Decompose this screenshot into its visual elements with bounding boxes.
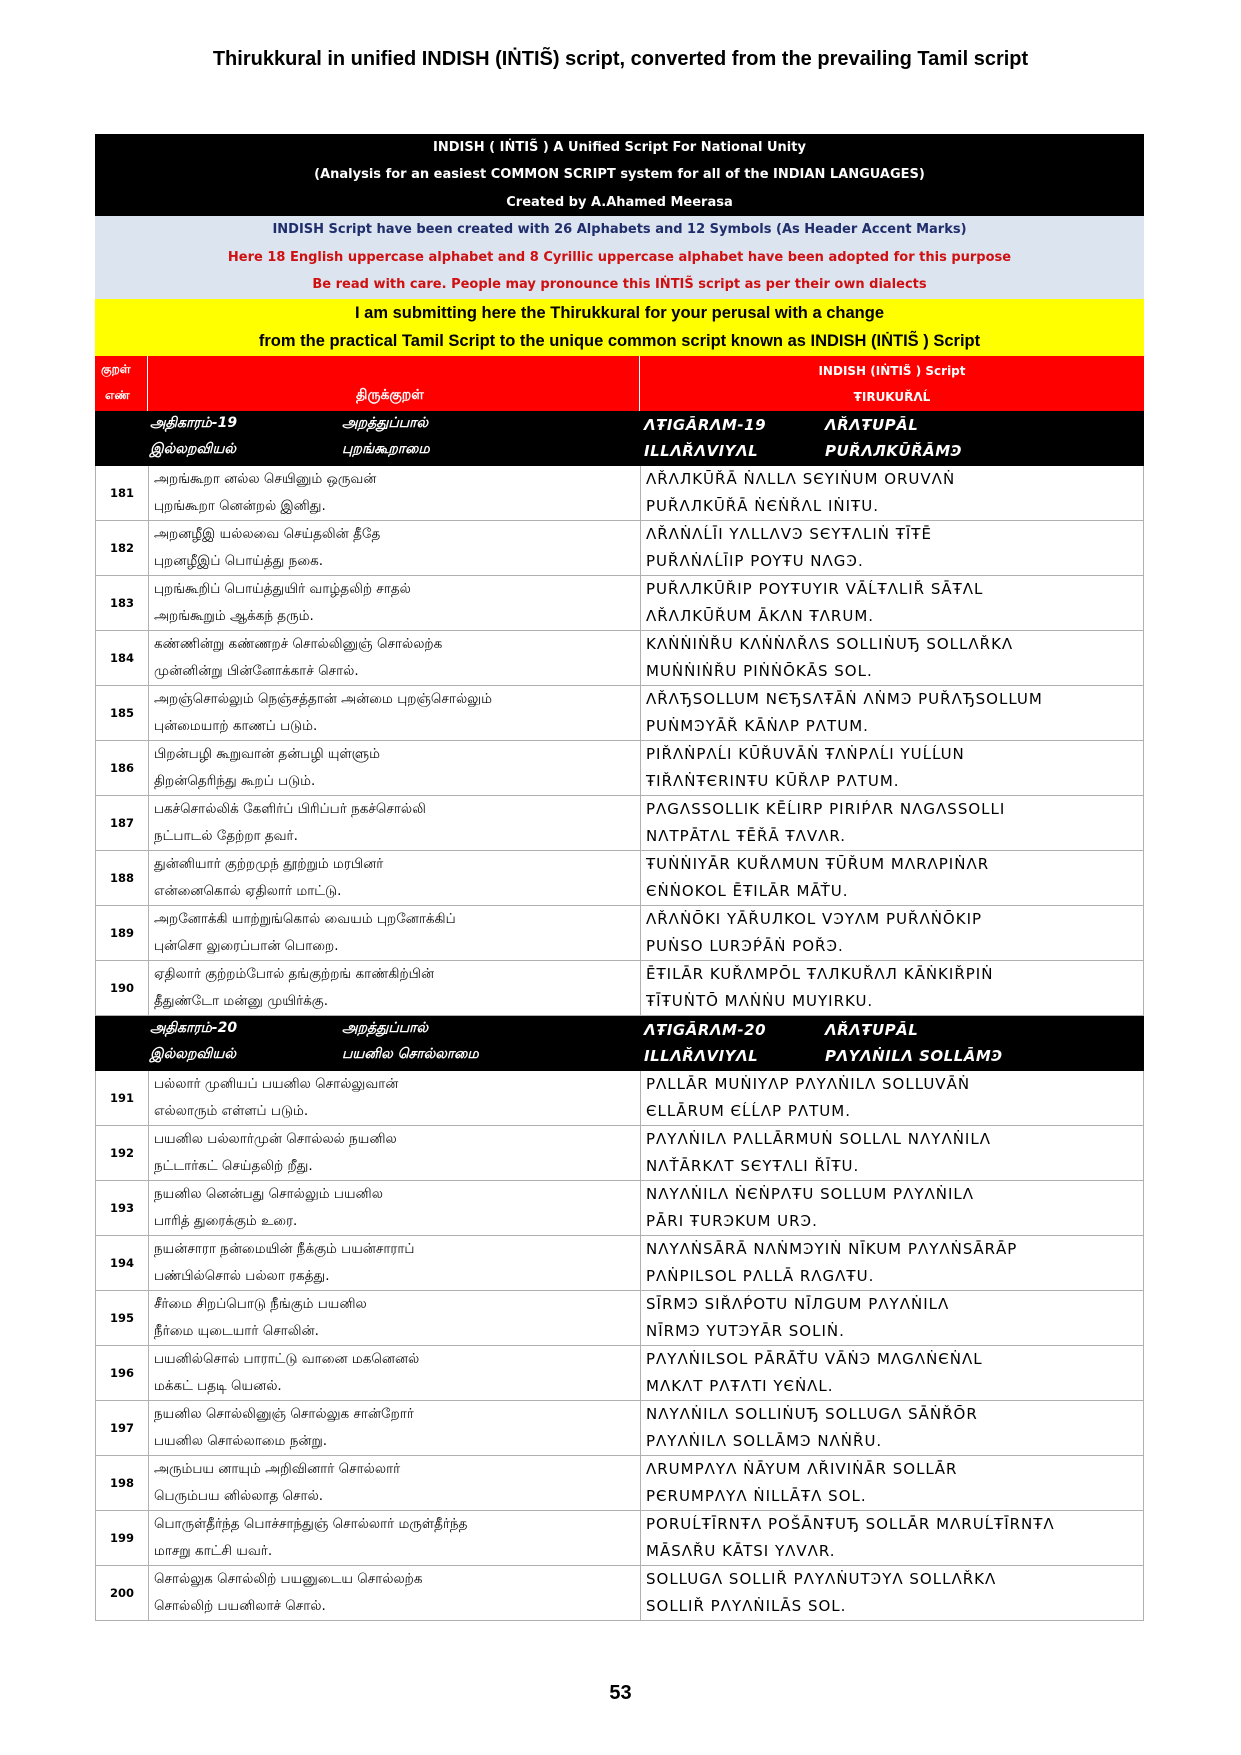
- kural-indish: [641, 631, 1143, 685]
- kural-tamil-line-1: துன்னியார் குற்றமுந் தூற்றும் மரபினர்: [154, 855, 384, 872]
- kural-number: 197: [96, 1401, 149, 1455]
- kural-tamil-line-2: புன்சொ லுரைப்பான் பொறை.: [154, 937, 339, 954]
- kural-tamil-line-2: முன்னின்று பின்னோக்காச் சொல்.: [154, 662, 359, 679]
- kural-tamil-line-1: சொல்லுக சொல்லிற் பயனுடைய சொல்லற்க: [154, 1570, 423, 1587]
- kural-tamil-line-2: மக்கட் பதடி யெனல்.: [154, 1377, 282, 1394]
- document-title: Thirukkural in unified INDISH (IṄTIS̃) script, converted from the prevailing Tamil script: [212, 48, 1029, 70]
- kural-number: 194: [96, 1236, 149, 1290]
- column-header-number: [95, 356, 148, 411]
- kural-tamil-line-2: தீதுண்டோ மன்னு முயிர்க்கு.: [154, 992, 329, 1009]
- kural-indish: [641, 1236, 1143, 1290]
- kural-row: [95, 741, 1144, 796]
- kural-row: [95, 1236, 1144, 1291]
- kural-indish: [641, 1511, 1143, 1565]
- kural-tamil-line-2: நட்பாடல் தேற்றா தவர்.: [154, 827, 298, 844]
- kural-indish-line-1: NΛYΛṄSĀRĀ NΛṄMϿYIṄ NĪKUM PΛYΛṄSĀRĀP: [646, 1239, 1018, 1258]
- kural-tamil-line-1: அறஞ்சொல்லும் நெஞ்சத்தான் அன்மை புறஞ்சொல்லும்: [154, 690, 492, 707]
- kural-tamil-line-2: பெரும்பய னில்லாத சொல்.: [154, 1487, 324, 1504]
- kural-indish-line-2: PΛYΛṄILΛ SOLLĀMϿ NΛṄŘU.: [646, 1431, 883, 1450]
- kural-indish-line-1: PΛYΛṄILΛ PΛLLĀRMUṄ SOLLΛL NΛYΛṄILΛ: [646, 1129, 991, 1148]
- kural-indish-line-1: ΛŘΛṄΛĹĪI YΛLLΛVϿ SЄYŦΛLIṄ ŦĪŦĒ: [646, 524, 932, 543]
- kural-indish: [641, 1181, 1143, 1235]
- kural-indish: [641, 1291, 1143, 1345]
- kural-indish-line-1: ΛŘΛṄŌKI YĀŘUЛKOL VϿYΛM PUŘΛṄŌKIP: [646, 909, 983, 928]
- kural-tamil-line-2: பாரித் துரைக்கும் உரை.: [154, 1212, 298, 1229]
- kural-number: 192: [96, 1126, 149, 1180]
- kural-indish-line-1: PΛLLĀR MUṄIYΛP PΛYΛṄILΛ SOLLUVĀṄ: [646, 1074, 971, 1093]
- kural-number: 191: [96, 1071, 149, 1125]
- kural-indish: [641, 466, 1143, 520]
- kural-tamil: [149, 1181, 641, 1235]
- kural-number: 200: [96, 1566, 149, 1620]
- kural-indish-line-2: NΛŤĀRKΛT SЄYŦΛLI ŘĪŦU.: [646, 1156, 860, 1175]
- kural-tamil-line-1: பகச்சொல்லிக் கேளிர்ப் பிரிப்பர் நகச்சொல்லி: [154, 800, 426, 817]
- kural-indish-line-1: NΛYΛṄILΛ SOLLIṄUЂ SOLLUGΛ SĀṄŘŌR: [646, 1404, 978, 1423]
- kural-tamil-line-1: பயனில்சொல் பாராட்டு வானை மகனெனல்: [154, 1350, 420, 1367]
- kural-tamil-line-1: பிறன்பழி கூறுவான் தன்பழி யுள்ளும்: [154, 745, 380, 762]
- submission-line-1: I am submitting here the Thirukkural for your perusal with a change: [354, 303, 884, 322]
- chapter-header-blank: [95, 1016, 147, 1071]
- kural-tamil: [149, 1236, 641, 1290]
- kural-number: 198: [96, 1456, 149, 1510]
- chapter-section-indish: ILLΛŘΛVIYΛL: [644, 441, 759, 460]
- kural-tamil: [149, 686, 641, 740]
- kural-number: 187: [96, 796, 149, 850]
- kural-tamil: [149, 521, 641, 575]
- kural-indish-line-2: PĀRI ŦURϿKUM URϿ.: [646, 1211, 818, 1230]
- chapter-header-tamil: [147, 1016, 638, 1071]
- kural-table: [95, 134, 1144, 1621]
- kural-indish: [641, 1566, 1143, 1620]
- column-header-indish-line1: INDISH (IṄTIS̃ ) Script: [818, 363, 966, 378]
- kural-tamil: [149, 796, 641, 850]
- kural-indish-line-1: ΛŘΛЂSOLLUM NЄЂSΛŦĀṄ ΛṄMϿ PUŘΛЂSOLLUM: [646, 689, 1043, 708]
- submission-line-2: from the practical Tamil Script to the unique common script known as INDISH (IṄTIS̃ ) Script: [258, 332, 981, 351]
- kural-indish-line-2: ŦĪŦUṄTŌ MΛṄṄU MUYIRKU.: [646, 991, 874, 1010]
- kural-number: 184: [96, 631, 149, 685]
- kural-number: 182: [96, 521, 149, 575]
- kural-indish-line-2: MΛKΛT PΛŦΛTI YЄṄΛL.: [646, 1376, 834, 1395]
- kural-indish-line-2: PUṄSO LURϿṔĀṄ POŘϿ.: [646, 936, 844, 955]
- kural-indish-line-1: PΛYΛṄILSOL PĀRĀŤU VĀṄϿ MΛGΛṄЄṄΛL: [646, 1349, 983, 1368]
- chapter-title-tamil: அதிகாரம்-20: [150, 1019, 238, 1036]
- kural-number: 185: [96, 686, 149, 740]
- kural-indish: [641, 1401, 1143, 1455]
- kural-tamil: [149, 851, 641, 905]
- kural-tamil: [149, 631, 641, 685]
- kural-indish: [641, 741, 1143, 795]
- kural-indish-line-1: SOLLUGΛ SOLLIŘ PΛYΛṄUTϿYΛ SOLLΛŘKΛ: [646, 1569, 997, 1588]
- kural-number: 188: [96, 851, 149, 905]
- kural-row: [95, 521, 1144, 576]
- kural-tamil-line-2: எல்லாரும் எள்ளப் படும்.: [154, 1102, 309, 1119]
- column-header-number-line2: எண்: [105, 387, 130, 402]
- kural-indish-line-2: MUṄṄIṄŘU PIṄṄŌKĀS SOL.: [646, 661, 873, 680]
- chapter-part-tamil: அறத்துப்பால்: [342, 1019, 429, 1036]
- kural-indish-line-1: SĪRMϿ SIŘΛṔOTU NĪЛGUM PΛYΛṄILΛ: [646, 1294, 950, 1313]
- kural-tamil-line-1: பல்லார் முனியப் பயனில சொல்லுவான்: [154, 1075, 399, 1092]
- kural-tamil-line-2: புறனழீஇப் பொய்த்து நகை.: [154, 552, 324, 569]
- kural-row: [95, 1511, 1144, 1566]
- submission-banner: [95, 299, 1144, 356]
- chapter-section-indish: ILLΛŘΛVIYΛL: [644, 1046, 759, 1065]
- kural-row: [95, 631, 1144, 686]
- kural-tamil-line-1: அறங்கூறா னல்ல செயினும் ஒருவன்: [154, 470, 377, 487]
- chapter-header-row: [95, 411, 1144, 466]
- chapter-header-blank: [95, 411, 147, 466]
- kural-number: 189: [96, 906, 149, 960]
- info-line-2: Here 18 English uppercase alphabet and 8 Cyrillic uppercase alphabet have been adopted for this purpose: [227, 249, 1012, 265]
- chapter-title-indish: ΛŦIGĀRΛM-19: [644, 415, 767, 434]
- kural-indish-line-2: ΛŘΛЛKŪŘUM ĀKΛN ŦΛRUM.: [646, 606, 875, 625]
- kural-tamil-line-1: அரும்பய னாயும் அறிவினார் சொல்லார்: [154, 1460, 401, 1477]
- kural-tamil: [149, 1456, 641, 1510]
- kural-indish-line-1: ĒŦILĀR KUŘΛMPŌL ŦΛЛKUŘΛЛ KĀṄKIŘPIṄ: [646, 964, 994, 983]
- kural-tamil: [149, 1511, 641, 1565]
- kural-row: [95, 1401, 1144, 1456]
- kural-tamil: [149, 741, 641, 795]
- kural-tamil-line-2: என்னைகொல் ஏதிலார் மாட்டு.: [154, 882, 342, 899]
- kural-tamil-line-2: சொல்லிற் பயனிலாச் சொல்.: [154, 1597, 326, 1614]
- kural-tamil-line-1: பயனில பல்லார்முன் சொல்லல் நயனில: [154, 1130, 397, 1147]
- kural-indish-line-1: PUŘΛЛKŪŘIP POYŦUYIR VĀĹŦΛLIŘ SĀŦΛL: [646, 579, 984, 598]
- kural-row: [95, 906, 1144, 961]
- kural-tamil-line-2: பண்பில்சொல் பல்லா ரகத்து.: [154, 1267, 330, 1284]
- kural-row: [95, 796, 1144, 851]
- kural-tamil-line-1: நயனில னென்பது சொல்லும் பயனில: [154, 1185, 383, 1202]
- kural-tamil-line-2: அறங்கூறும் ஆக்கந் தரும்.: [154, 607, 314, 624]
- column-header-tamil-label: திருக்குறள்: [356, 386, 424, 403]
- kural-tamil-line-2: பயனில சொல்லாமை நன்று.: [154, 1432, 328, 1449]
- kural-indish: [641, 961, 1143, 1015]
- chapter-header-indish: [638, 1016, 1144, 1071]
- kural-tamil-line-1: சீர்மை சிறப்பொடு நீங்கும் பயனில: [154, 1295, 367, 1312]
- kural-indish-line-2: PЄRUMPΛYΛ ṄILLĀŦΛ SOL.: [646, 1486, 867, 1505]
- kural-indish-line-1: NΛYΛṄILΛ ṄЄṄPΛŦU SOLLUM PΛYΛṄILΛ: [646, 1184, 975, 1203]
- kural-number: 181: [96, 466, 149, 520]
- kural-tamil-line-1: அறனோக்கி யாற்றுங்கொல் வையம் புறனோக்கிப்: [154, 910, 456, 927]
- kural-tamil: [149, 1401, 641, 1455]
- kural-tamil-line-1: கண்ணின்று கண்ணறச் சொல்லினுஞ் சொல்லற்க: [154, 635, 443, 652]
- kural-indish-line-1: ŦUṄṄIYĀR KUŘΛMUN ŦŪŘUM MΛRΛPIṄΛR: [646, 854, 990, 873]
- kural-row: [95, 576, 1144, 631]
- kural-tamil-line-2: புறங்கூறா னென்றல் இனிது.: [154, 497, 326, 514]
- kural-indish-line-2: NĪRMϿ YUTϿYĀR SOLIṄ.: [646, 1321, 845, 1340]
- kural-tamil-line-1: புறங்கூறிப் பொய்த்துயிர் வாழ்தலிற் சாதல்: [154, 580, 411, 597]
- chapter-name-tamil: புறங்கூறாமை: [342, 440, 430, 457]
- kural-row: [95, 686, 1144, 741]
- kural-indish: [641, 576, 1143, 630]
- header-line-2: (Analysis for an easiest COMMON SCRIPT system for all of the INDIAN LANGUAGES): [314, 167, 925, 183]
- column-header-row: [95, 356, 1144, 411]
- table-body: [95, 411, 1144, 1621]
- kural-indish-line-2: SOLLIŘ PΛYΛṄILĀS SOL.: [646, 1596, 847, 1615]
- column-header-indish: [640, 356, 1144, 411]
- kural-tamil-line-1: நயன்சாரா நன்மையின் நீக்கும் பயன்சாராப்: [154, 1240, 415, 1257]
- header-line-1: INDISH ( IṄTIS̃ ) A Unified Script For National Unity: [433, 140, 806, 155]
- kural-tamil: [149, 906, 641, 960]
- header-banner: [95, 134, 1144, 216]
- kural-number: 199: [96, 1511, 149, 1565]
- kural-tamil-line-2: மாசறு காட்சி யவர்.: [154, 1542, 273, 1559]
- kural-indish: [641, 521, 1143, 575]
- kural-tamil-line-2: நீர்மை யுடையார் சொலின்.: [154, 1322, 319, 1339]
- chapter-name-indish: PΛYΛṄILΛ SOLLĀMϿ: [825, 1046, 1003, 1065]
- kural-tamil: [149, 1346, 641, 1400]
- kural-indish-line-1: KΛṄṄIṄŘU KΛṄṄΛŘΛS SOLLIṄUЂ SOLLΛŘKΛ: [646, 634, 1014, 653]
- kural-tamil-line-1: அறனழீஇ யல்லவை செய்தலின் தீதே: [154, 525, 381, 542]
- kural-row: [95, 1126, 1144, 1181]
- kural-indish-line-2: PΛṄPILSOL PΛLLĀ RΛGΛŦU.: [646, 1266, 875, 1285]
- page-number: 53: [609, 1682, 632, 1704]
- kural-indish: [641, 1346, 1143, 1400]
- kural-tamil: [149, 961, 641, 1015]
- kural-indish-line-2: ŦIŘΛṄŦЄRINŦU KŪŘΛP PΛTUM.: [646, 771, 900, 790]
- kural-indish-line-2: PUŘΛЛKŪŘĀ ṄЄṄŘΛL IṄIŦU.: [646, 496, 879, 515]
- chapter-part-tamil: அறத்துப்பால்: [342, 414, 429, 431]
- kural-tamil: [149, 1071, 641, 1125]
- chapter-header-tamil: [147, 411, 638, 466]
- kural-row: [95, 1071, 1144, 1126]
- chapter-section-tamil: இல்லறவியல்: [150, 440, 236, 457]
- kural-tamil: [149, 576, 641, 630]
- chapter-name-tamil: பயனில சொல்லாமை: [342, 1045, 479, 1062]
- chapter-title-tamil: அதிகாரம்-19: [150, 414, 238, 431]
- chapter-name-indish: PUŘΛЛKŪŘĀMϿ: [825, 441, 962, 460]
- kural-indish: [641, 906, 1143, 960]
- kural-row: [95, 1291, 1144, 1346]
- kural-indish-line-1: ΛŘΛЛKŪŘĀ ṄΛLLΛ SЄYIṄUM ORUVΛṄ: [646, 469, 956, 488]
- kural-row: [95, 1566, 1144, 1621]
- kural-indish-line-2: PUŘΛṄΛĹĪIP POYŦU NΛGϿ.: [646, 551, 864, 570]
- info-banner: [95, 216, 1144, 299]
- kural-tamil-line-2: திறன்தெரிந்து கூறப் படும்.: [154, 772, 316, 789]
- kural-number: 186: [96, 741, 149, 795]
- column-header-number-line1: குறள்: [101, 361, 131, 376]
- kural-indish: [641, 1456, 1143, 1510]
- chapter-title-indish: ΛŦIGĀRΛM-20: [644, 1020, 767, 1039]
- kural-indish-line-1: ΛRUMPΛYΛ ṄĀYUM ΛŘIVIṄĀR SOLLĀR: [646, 1459, 958, 1478]
- kural-indish: [641, 686, 1143, 740]
- kural-indish-line-2: MĀSΛŘU KĀTSI YΛVΛR.: [646, 1541, 836, 1560]
- chapter-header-row: [95, 1016, 1144, 1071]
- column-header-indish-line2: ŦIRUKUŘΛĹ: [853, 389, 931, 404]
- column-header-tamil: [148, 356, 640, 411]
- info-line-3: Be read with care. People may pronounce this IṄTIS̃ script as per their own dialects: [312, 277, 927, 293]
- kural-tamil: [149, 1566, 641, 1620]
- kural-number: 183: [96, 576, 149, 630]
- kural-row: [95, 1346, 1144, 1401]
- kural-tamil-line-2: நட்டார்கட் செய்தலிற் றீது.: [154, 1157, 313, 1174]
- kural-tamil-line-2: புன்மையாற் காணப் படும்.: [154, 717, 318, 734]
- kural-indish-line-2: ЄṄṄOKOL ĒŦILĀR MĀŤU.: [646, 881, 849, 900]
- chapter-part-indish: ΛŘΛŦUPĀL: [825, 1020, 919, 1039]
- chapter-header-indish: [638, 411, 1144, 466]
- kural-number: 195: [96, 1291, 149, 1345]
- chapter-part-indish: ΛŘΛŦUPĀL: [825, 415, 919, 434]
- kural-number: 190: [96, 961, 149, 1015]
- kural-indish-line-1: PIŘΛṄPΛĹI KŪŘUVĀṄ ŦΛṄPΛĹI YUĹĹUN: [646, 744, 965, 763]
- kural-indish-line-2: ЄLLĀRUM ЄĹĹΛP PΛTUM.: [646, 1101, 851, 1120]
- kural-tamil-line-1: ஏதிலார் குற்றம்போல் தங்குற்றங் காண்கிற்பின்: [154, 965, 435, 982]
- header-line-3: Created by A.Ahamed Meerasa: [506, 194, 733, 210]
- kural-indish-line-2: NΛTPĀTΛL ŦĒŘĀ ŦΛVΛR.: [646, 826, 847, 845]
- kural-indish: [641, 796, 1143, 850]
- kural-number: 196: [96, 1346, 149, 1400]
- kural-indish-line-2: PUṄMϿYĀŘ KĀṄΛP PΛTUM.: [646, 716, 869, 735]
- kural-row: [95, 1456, 1144, 1511]
- kural-indish: [641, 1071, 1143, 1125]
- kural-number: 193: [96, 1181, 149, 1235]
- kural-tamil-line-1: நயனில சொல்லினுஞ் சொல்லுக சான்றோர்: [154, 1405, 414, 1422]
- kural-indish-line-1: PΛGΛSSOLLIK KĒĹIRP PIRIṔΛR NΛGΛSSOLLI: [646, 799, 1006, 818]
- info-line-1: INDISH Script have been created with 26 Alphabets and 12 Symbols (As Header Accent Marks): [272, 222, 967, 238]
- kural-row: [95, 466, 1144, 521]
- kural-tamil: [149, 1126, 641, 1180]
- kural-indish: [641, 851, 1143, 905]
- kural-row: [95, 1181, 1144, 1236]
- kural-tamil-line-1: பொருள்தீர்ந்த பொச்சாந்துஞ் சொல்லார் மருள்தீர்ந்த: [154, 1515, 468, 1532]
- kural-indish: [641, 1126, 1143, 1180]
- kural-row: [95, 851, 1144, 906]
- kural-row: [95, 961, 1144, 1016]
- kural-indish-line-1: PORUĹŦĪRNŦΛ POŠĀNŦUЂ SOLLĀR MΛRUĹŦĪRNŦΛ: [646, 1514, 1055, 1533]
- kural-tamil: [149, 1291, 641, 1345]
- kural-tamil: [149, 466, 641, 520]
- chapter-section-tamil: இல்லறவியல்: [150, 1045, 236, 1062]
